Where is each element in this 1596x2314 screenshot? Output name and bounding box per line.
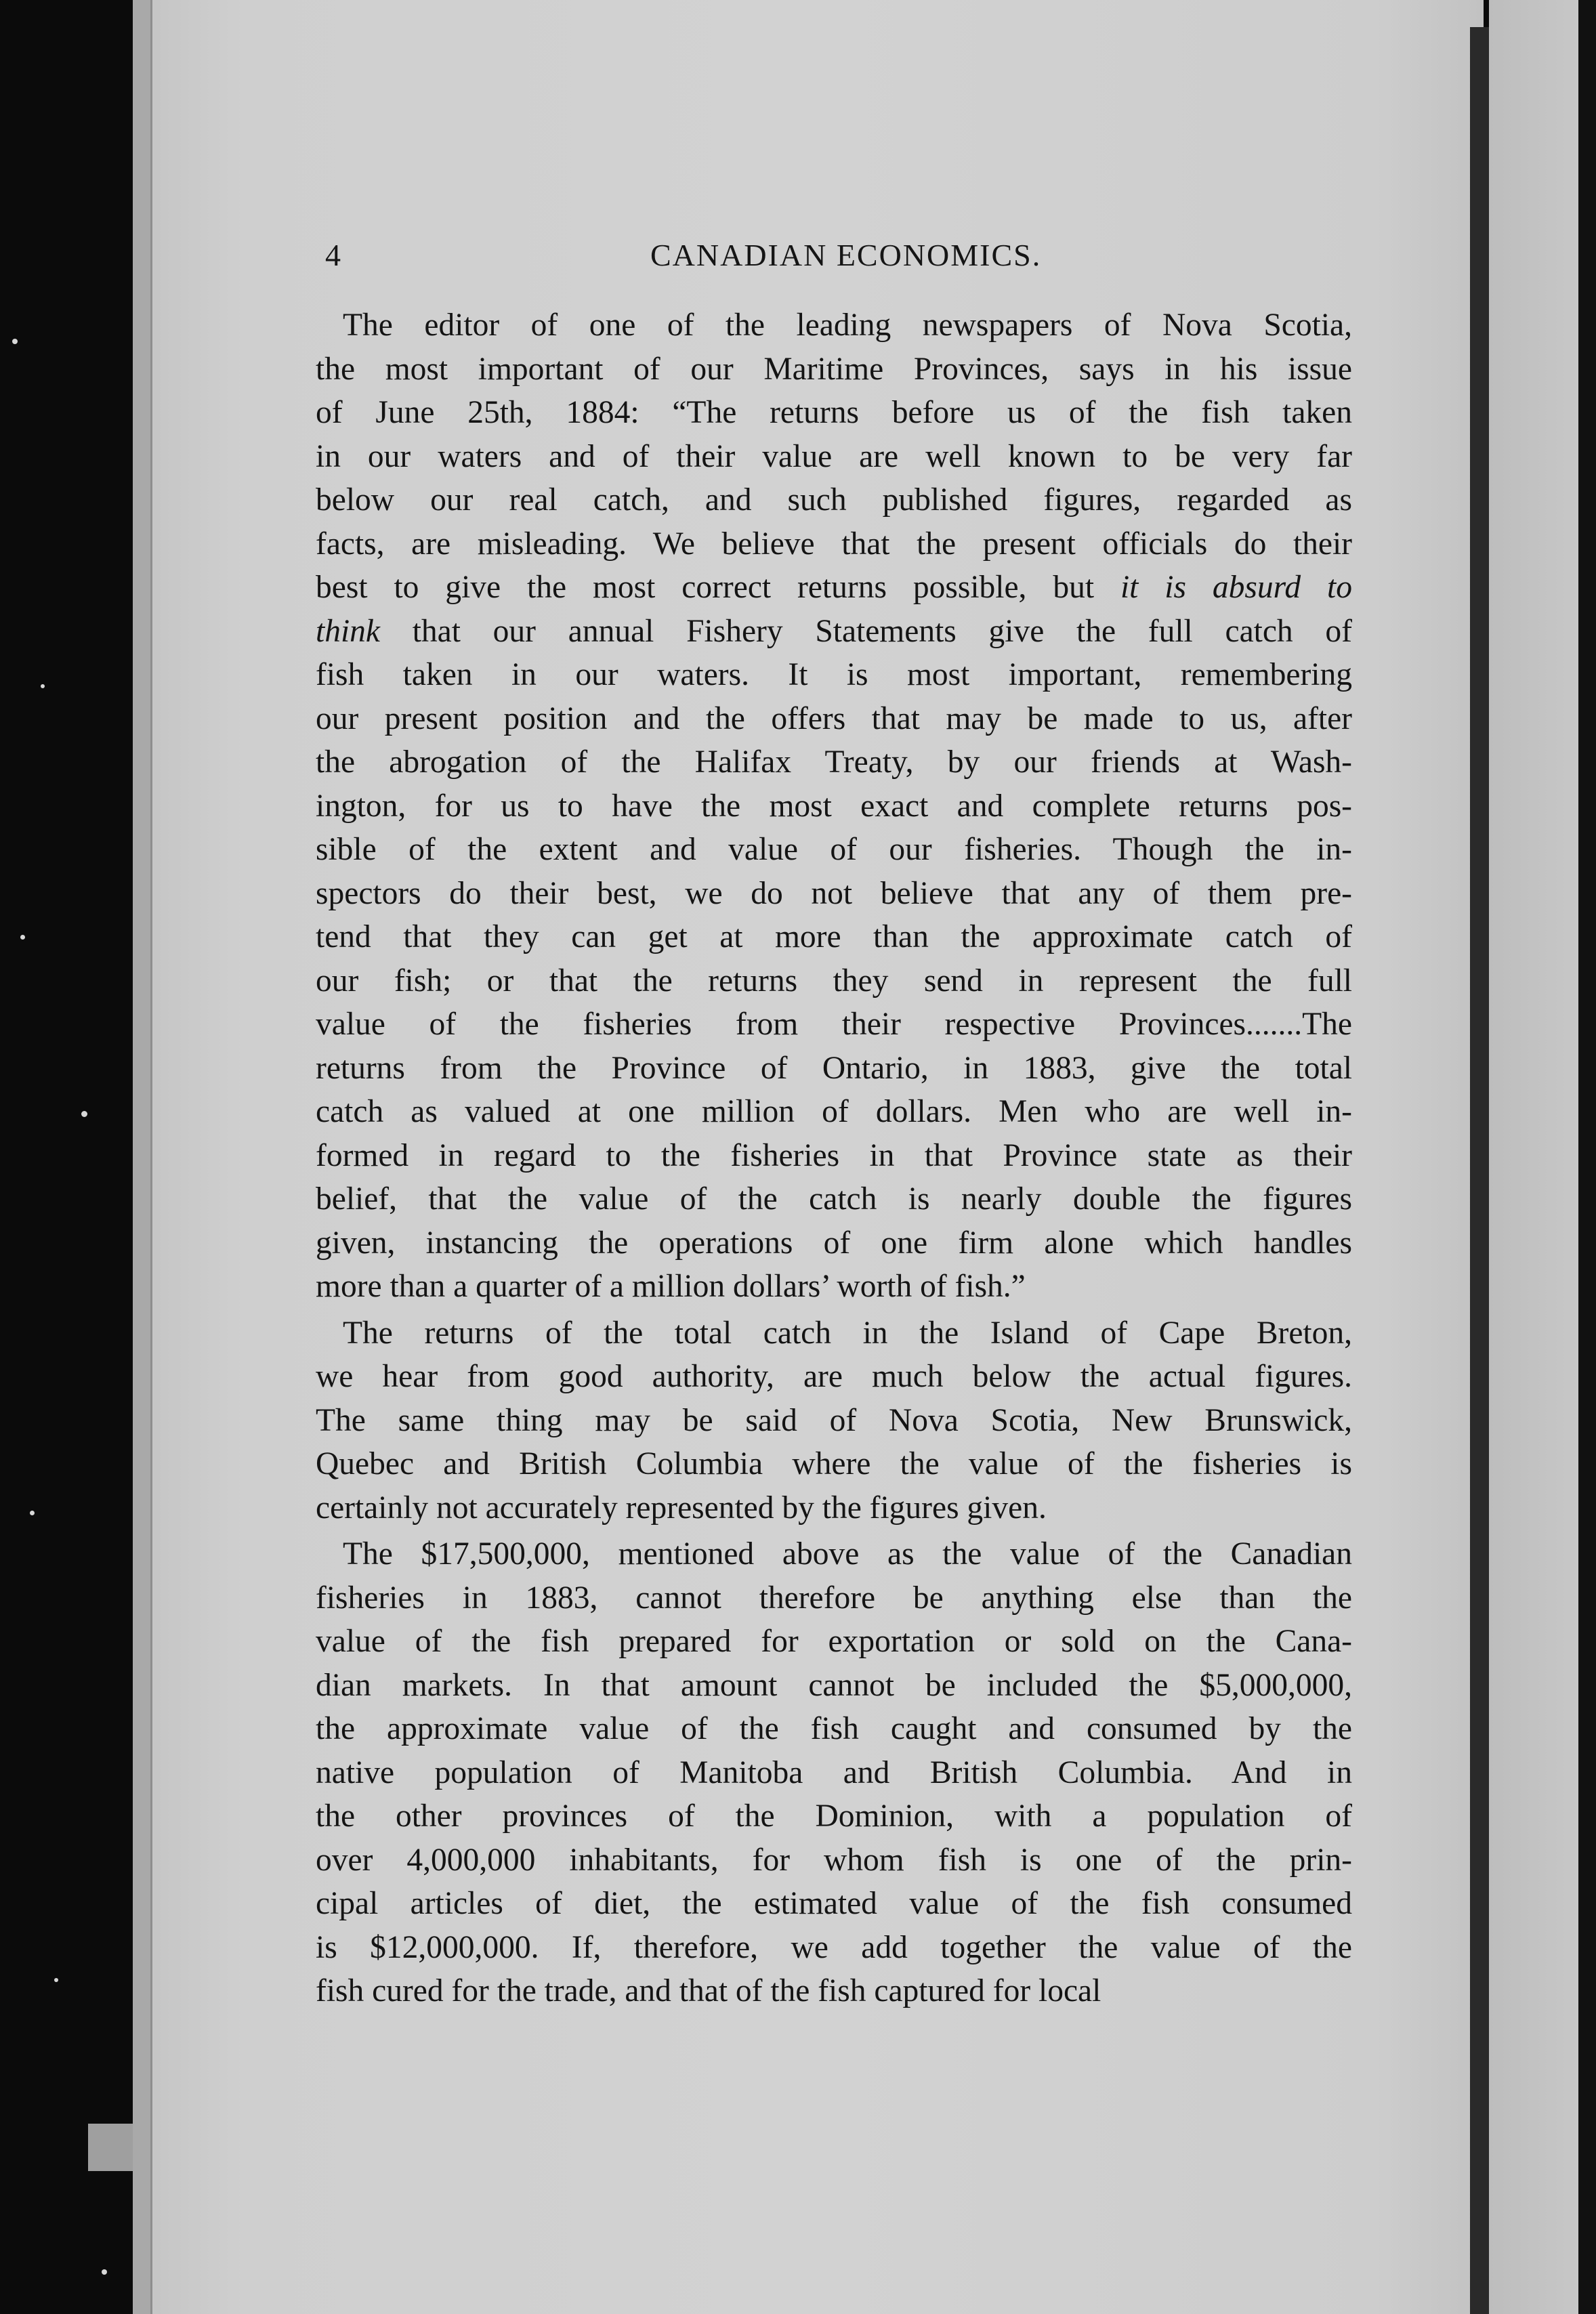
text-line: certainly not accurately represented by the figures given. [316, 1490, 1047, 1526]
text-line: facts, are misleading. We believe that the present officials do their [316, 526, 1352, 562]
text-line: of June 25th, 1884: “The returns before us of the fish taken [316, 395, 1352, 430]
dust-speck [54, 1978, 58, 1982]
text-line: in our waters and of their value are well known to be very far [316, 438, 1352, 474]
paragraph [316, 1532, 1352, 2013]
scan-border [1578, 0, 1596, 2314]
text-line: formed in regard to the fisheries in that Province state as their [316, 1137, 1352, 1173]
text-line: value of the fish prepared for exportation or sold on the Cana- [316, 1624, 1352, 1659]
body-text [316, 303, 1352, 2013]
text-line: fish cured for the trade, and that of the fish captured for local [316, 1973, 1101, 2008]
text-line: best to give the most correct returns possible, but it is absurd to [316, 570, 1352, 605]
text-line: The editor of one of the leading newspapers of Nova Scotia, [343, 308, 1352, 343]
dust-speck [12, 339, 18, 344]
book-spine [1470, 27, 1489, 2314]
text-line: The same thing may be said of Nova Scotia, New Brunswick, [316, 1402, 1352, 1438]
text-line: tend that they can get at more than the approximate catch of [316, 919, 1352, 954]
text-line: The $17,500,000, mentioned above as the value of the Canadian [343, 1536, 1352, 1572]
text-line: Quebec and British Columbia where the value of the fisheries is [316, 1446, 1352, 1481]
page-edge [133, 0, 152, 2314]
dust-speck [102, 2269, 107, 2275]
text-line: below our real catch, and such published figures, regarded as [316, 482, 1352, 518]
text-line: the most important of our Maritime Provinces, says in his issue [316, 351, 1352, 387]
text-line: cipal articles of diet, the estimated value of the fish consumed [316, 1886, 1352, 1921]
dust-speck [20, 935, 25, 940]
dust-speck [41, 684, 45, 688]
text-line: the other provinces of the Dominion, with a population of [316, 1798, 1352, 1834]
text-line: given, instancing the operations of one firm alone which handles [316, 1225, 1352, 1261]
paragraph [316, 1311, 1352, 1530]
text-line: fish taken in our waters. It is most important, remembering [316, 657, 1352, 692]
text-line: over 4,000,000 inhabitants, for whom fish is one of the prin- [316, 1842, 1352, 1878]
dust-speck [81, 1111, 87, 1117]
text-line: catch as valued at one million of dollars. Men who are well in- [316, 1094, 1352, 1129]
text-line: the approximate value of the fish caught and consumed by the [316, 1711, 1352, 1746]
page-number: 4 [325, 238, 341, 272]
running-head: CANADIAN ECONOMICS. [650, 238, 1042, 272]
text-line: spectors do their best, we do not believe that any of them pre- [316, 875, 1352, 911]
text-line: our fish; or that the returns they send in represent the full [316, 963, 1352, 998]
dust-speck [30, 1511, 35, 1515]
text-line: value of the fisheries from their respective Provinces.......The [316, 1007, 1352, 1042]
text-line: sible of the extent and value of our fisheries. Though the in- [316, 832, 1352, 867]
text-line: native population of Manitoba and British Columbia. And in [316, 1754, 1352, 1790]
text-line: The returns of the total catch in the Island of Cape Breton, [343, 1315, 1352, 1351]
text-line: more than a quarter of a million dollars’ worth of fish.” [316, 1269, 1026, 1304]
page-header [325, 237, 1341, 285]
text-line: we hear from good authority, are much below the actual figures. [316, 1359, 1352, 1394]
text-line: returns from the Province of Ontario, in 1883, give the total [316, 1050, 1352, 1086]
text-line: belief, that the value of the catch is nearly double the figures [316, 1181, 1352, 1217]
paragraph [316, 303, 1352, 1309]
text-line: think that our annual Fishery Statements give the full catch of [316, 613, 1352, 649]
text-line: our present position and the offers that may be made to us, after [316, 700, 1352, 736]
text-line: fisheries in 1883, cannot therefore be anything else than the [316, 1580, 1352, 1616]
text-line: the abrogation of the Halifax Treaty, by our friends at Wash- [316, 744, 1352, 780]
text-line: is $12,000,000. If, therefore, we add together the value of the [316, 1929, 1352, 1965]
text-line: ington, for us to have the most exact and complete returns pos- [316, 788, 1352, 824]
text-line: dian markets. In that amount cannot be included the $5,000,000, [316, 1667, 1352, 1703]
